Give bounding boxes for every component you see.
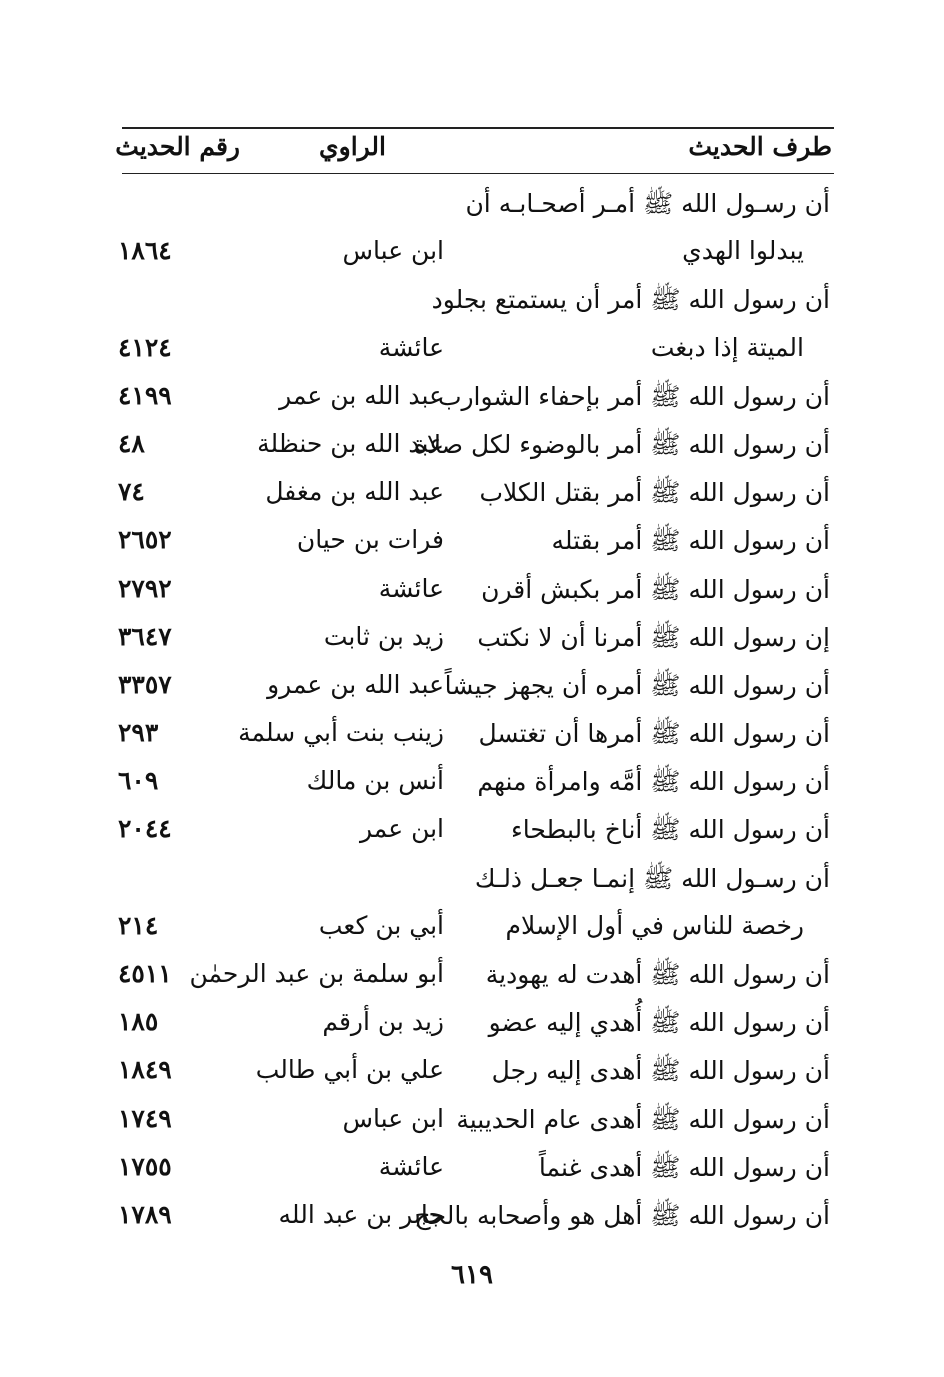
- hadith-number: ٢٩٣: [118, 718, 159, 748]
- narrator: أبو سلمة بن عبد الرحمٰن: [189, 959, 444, 988]
- hadith-number: ٢٦٥٢: [118, 525, 172, 555]
- hadith-number: ٤٨: [118, 428, 145, 458]
- hadith-number: ٧٤: [118, 477, 145, 507]
- hadith-text: أن رسول الله ﷺ أهدى غنماً: [538, 1152, 830, 1182]
- page-number: ٦١٩: [451, 1260, 493, 1290]
- hadith-text: أن رسول الله ﷺ أمر بكبش أقرن: [481, 574, 830, 604]
- narrator: عائشة: [378, 1151, 444, 1181]
- header-hadith-text: طرف الحديث: [688, 132, 832, 161]
- hadith-number: ١٨٤٩: [118, 1055, 172, 1085]
- table-row: [0, 230, 944, 278]
- narrator: عبد الله بن عمر: [279, 380, 444, 410]
- hadith-text: أن رسول الله ﷺ أمره أن يجهز جيشاً: [444, 670, 830, 700]
- header-narrator: الراوي: [319, 132, 386, 161]
- hadith-text: أن رسـول الله ﷺ إنمـا جعـل ذلـك: [474, 863, 830, 893]
- hadith-text: رخصة للناس في أول الإسلام: [505, 910, 804, 940]
- narrator: فرات بن حيان: [296, 525, 444, 555]
- narrator: علي بن أبي طالب: [255, 1055, 444, 1085]
- hadith-number: ٢١٤: [118, 910, 159, 940]
- hadith-number: ١٧٤٩: [118, 1103, 172, 1133]
- hadith-number: ١٨٥: [118, 1007, 159, 1037]
- narrator: جابر بن عبد الله: [278, 1199, 444, 1229]
- table-row: [0, 278, 944, 326]
- hadith-text: أن رسول الله ﷺ أهدت له يهودية: [485, 960, 830, 989]
- table-row: [0, 519, 944, 567]
- narrator: أنس بن مالك: [306, 766, 444, 796]
- hadith-number: ٢٠٤٤: [118, 814, 172, 844]
- hadith-text: أن رسول الله ﷺ أهل هو وأصحابه بالحج: [414, 1200, 830, 1230]
- hadith-text: أن رسول الله ﷺ أمر بقتل الكلاب: [479, 478, 830, 508]
- top-rule: [122, 127, 834, 129]
- hadith-text: أن رسول الله ﷺ أمر بقتله: [551, 526, 830, 556]
- table-row: [0, 1146, 944, 1194]
- narrator: ابن عباس: [342, 1103, 444, 1133]
- table-row: [0, 471, 944, 519]
- table-row: [0, 1001, 944, 1049]
- table-row: [0, 1098, 944, 1146]
- narrator: زيد بن أرقم: [322, 1007, 444, 1037]
- narrator: عبد الله بن مغفل: [265, 477, 444, 507]
- narrator: عائشة: [378, 332, 444, 362]
- table-row: [0, 857, 944, 905]
- table-row: [0, 1194, 944, 1242]
- narrator: زينب بنت أبي سلمة: [238, 718, 444, 748]
- hadith-text: أن رسول الله ﷺ أُهدي إليه عضو: [488, 1008, 830, 1038]
- hadith-text: يبدلوا الهدي: [682, 236, 804, 266]
- table-row: [0, 375, 944, 423]
- hadith-text: أن رسول الله ﷺ أمر بالوضوء لكل صلاة: [413, 429, 830, 459]
- hadith-text: أن رسول الله ﷺ أهدى إليه رجل: [491, 1056, 830, 1086]
- hadith-number: ٤١٩٩: [118, 380, 172, 410]
- table-row: [0, 1049, 944, 1097]
- header-hadith-number: رقم الحديث: [115, 132, 240, 161]
- header-rule: [122, 173, 834, 174]
- narrator: أبي بن كعب: [318, 910, 444, 940]
- table-row: [0, 953, 944, 1001]
- hadith-text: أن رسول الله ﷺ أمَّه وامرأة منهم: [477, 767, 830, 797]
- index-table: [0, 182, 944, 1242]
- table-row: [0, 616, 944, 664]
- hadith-number: ٢٧٩٢: [118, 573, 172, 603]
- hadith-number: ١٨٦٤: [118, 236, 172, 266]
- narrator: عائشة: [378, 573, 444, 603]
- table-row: [0, 327, 944, 375]
- table-row: [0, 664, 944, 712]
- narrator: عبد الله بن حنظلة: [257, 428, 444, 458]
- narrator: عبد الله بن عمرو: [267, 669, 444, 699]
- narrator: ابن عمر: [359, 814, 444, 844]
- table-row: [0, 182, 944, 230]
- table-row: [0, 808, 944, 856]
- hadith-number: ٣٣٥٧: [118, 669, 172, 699]
- narrator: ابن عباس: [342, 236, 444, 266]
- hadith-number: ٤١٢٤: [118, 332, 172, 362]
- table-row: [0, 905, 944, 953]
- hadith-text: إن رسول الله ﷺ أمرنا أن لا نكتب: [477, 622, 830, 652]
- narrator: زيد بن ثابت: [323, 621, 444, 651]
- hadith-text: أن رسول الله ﷺ أناخ بالبطحاء: [511, 815, 830, 845]
- hadith-text: أن رسول الله ﷺ أهدى عام الحديبية: [456, 1104, 830, 1134]
- table-row: [0, 712, 944, 760]
- hadith-number: ١٧٥٥: [118, 1151, 172, 1181]
- hadith-text: أن رسول الله ﷺ أمرها أن تغتسل: [478, 719, 830, 749]
- hadith-number: ٦٠٩: [118, 766, 159, 796]
- hadith-text: أن رسول الله ﷺ أمر أن يستمتع بجلود: [431, 285, 830, 315]
- table-row: [0, 568, 944, 616]
- table-row: [0, 423, 944, 471]
- hadith-text: أن رسول الله ﷺ أمر بإحفاء الشوارب: [437, 381, 830, 411]
- table-row: [0, 760, 944, 808]
- hadith-number: ٤٥١١: [118, 959, 172, 988]
- hadith-number: ٣٦٤٧: [118, 621, 172, 651]
- hadith-text: الميتة إذا دبغت: [650, 332, 804, 362]
- hadith-text: أن رسـول الله ﷺ أمـر أصحـابـه أن: [465, 189, 830, 218]
- hadith-number: ١٧٨٩: [118, 1199, 172, 1229]
